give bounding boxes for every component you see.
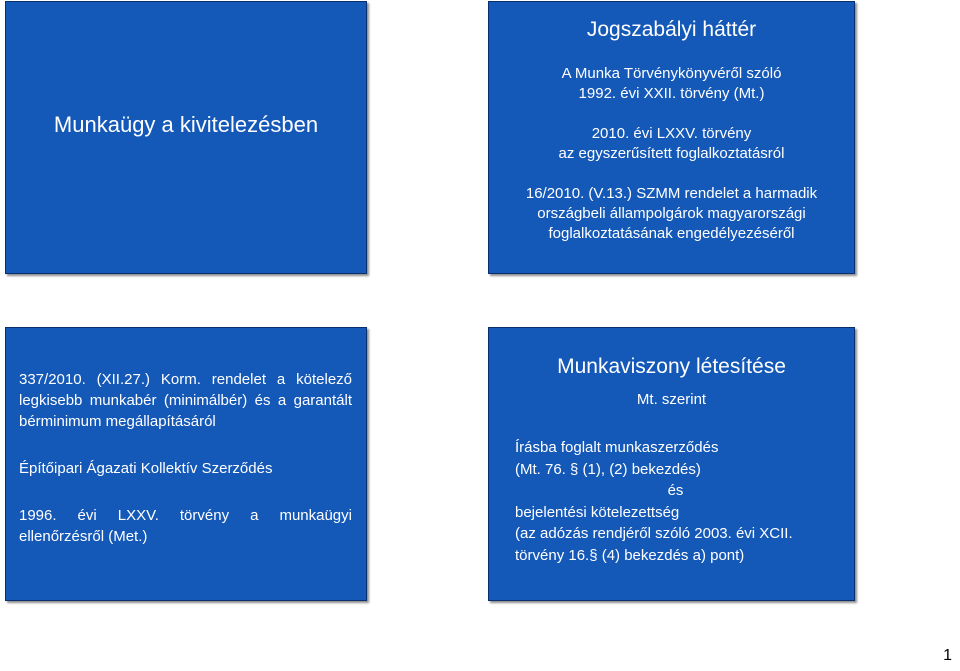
slide-2 [488,1,855,274]
regulation-paragraph: 337/2010. (XII.27.) Korm. rendelet a kötelező legkisebb munkabér (minimálbér) és a garantált bérminimum megállapításáról [19,371,352,430]
requirement-line: bejelentési kötelezettség [515,503,680,521]
requirement-line: (Mt. 76. § (1), (2) bekezdés) [515,460,701,478]
law-line: 2010. évi LXXV. törvény [591,125,752,142]
regulation-paragraph: 1996. évi LXXV. törvény a munkaügyi ellenőrzésről (Met.) [19,507,352,545]
slide-4-body [515,437,836,566]
law-line: országbeli állampolgárok magyarországi [537,205,806,222]
slide-4-title: Munkaviszony létesítése [557,355,786,378]
slide-1-title: Munkaügy a kivitelezésben [53,112,319,137]
slide-3-body [19,369,352,547]
regulation-paragraph: Építőipari Ágazati Kollektív Szerződés [19,460,273,477]
slide-2-title: Jogszabályi háttér [586,18,757,41]
law-line: foglalkoztatásának engedélyezéséről [548,225,795,242]
law-line: A Munka Törvénykönyvéről szóló [561,65,782,82]
slide-1 [5,1,367,274]
law-line: 1992. évi XXII. törvény (Mt.) [578,85,765,102]
law-line: 16/2010. (V.13.) SZMM rendelet a harmadik [525,185,818,202]
slide-2-body [499,64,844,244]
slide-3 [5,327,367,601]
requirement-line: Írásba foglalt munkaszerződés [515,439,719,456]
requirement-line: (az adózás rendjéről szóló 2003. évi XCII. törvény 16.§ (4) bekezdés a) pont) [515,525,793,564]
law-line: az egyszerűsített foglalkoztatásról [558,145,785,162]
slide-4-subtitle: Mt. szerint [636,391,707,408]
requirement-line: és [667,482,684,499]
slide-4 [488,327,855,601]
page-number: 1 [943,647,952,664]
